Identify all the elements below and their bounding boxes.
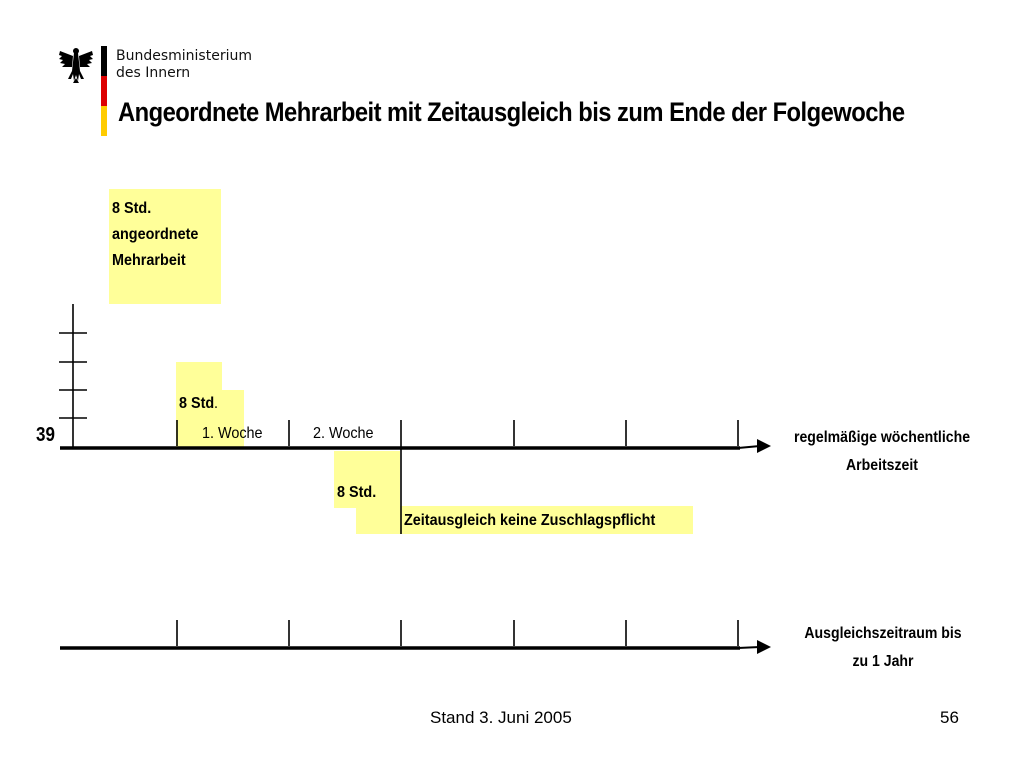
below-baseline-label: 8 Std. xyxy=(337,484,377,501)
compensation-period-line1: Ausgleichszeitraum bis xyxy=(804,625,962,642)
weekly-timeline-arrow-shaft xyxy=(738,446,760,448)
compensation-period-line2: zu 1 Jahr xyxy=(852,653,914,670)
axis-value-39: 39 xyxy=(36,424,55,446)
ministry-name-line1: Bundesministerium xyxy=(116,48,252,64)
page-number: 56 xyxy=(940,708,959,727)
ministry-name-line2: des Innern xyxy=(116,65,191,81)
compensation-timeline-arrow-shaft xyxy=(738,647,760,648)
regular-working-time-line1: regelmäßige wöchentliche xyxy=(793,429,971,446)
stack-label-main: 8 Std xyxy=(179,395,215,412)
stack-label xyxy=(179,395,219,413)
regular-working-time-label xyxy=(785,424,979,480)
overtime-box-label-line3: Mehrarbeit xyxy=(112,252,186,269)
weekly-timeline-arrowhead xyxy=(757,439,771,453)
overtime-box-label-line2: angeordnete xyxy=(112,226,199,243)
compensation-label: Zeitausgleich keine Zuschlagspflicht xyxy=(404,512,656,529)
week1-label: 1. Woche xyxy=(202,425,263,442)
overtime-box-label xyxy=(112,196,208,274)
week2-label: 2. Woche xyxy=(313,425,374,442)
stack-label-dot: . xyxy=(214,395,219,412)
compensation-period-label xyxy=(786,620,980,676)
regular-working-time-line2: Arbeitszeit xyxy=(846,457,918,474)
page-title: Angeordnete Mehrarbeit mit Zeitausgleich bis zum Ende der Folgewoche xyxy=(118,97,905,127)
compensation-timeline-arrowhead xyxy=(757,640,771,654)
footer-date: Stand 3. Juni 2005 xyxy=(430,708,572,727)
overtime-box-label-line1: 8 Std. xyxy=(112,200,152,217)
